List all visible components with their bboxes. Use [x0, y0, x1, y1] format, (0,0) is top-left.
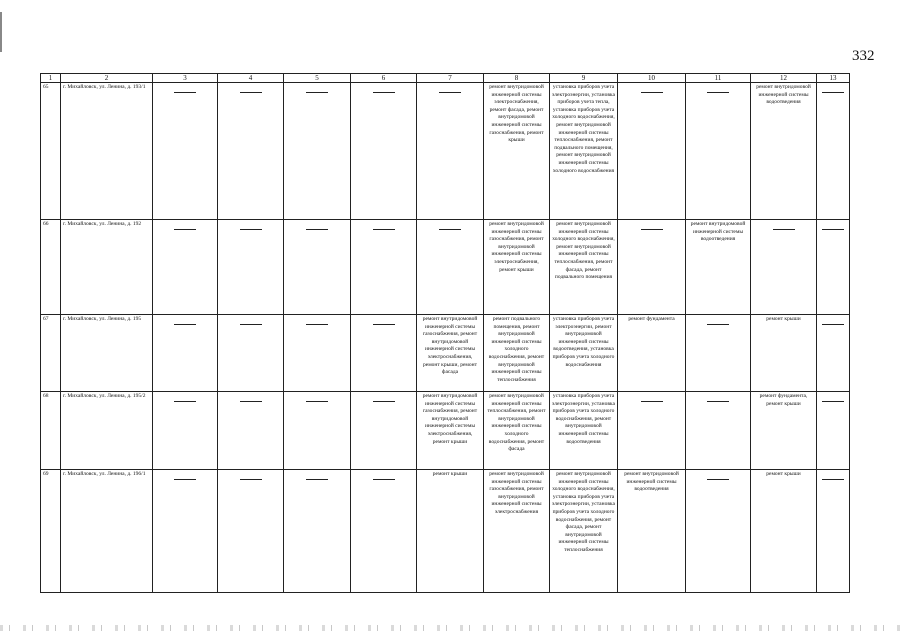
table-row: [41, 83, 850, 220]
empty-cell: [817, 220, 850, 315]
dash-mark: [822, 479, 844, 480]
row-address: [61, 392, 153, 470]
table-row: [41, 220, 850, 315]
empty-cell: [686, 470, 751, 593]
work-cell: [417, 315, 484, 392]
work-cell: [618, 470, 686, 593]
column-header: 7: [417, 74, 484, 83]
work-cell: [550, 470, 618, 593]
empty-cell: [153, 220, 218, 315]
row-number: 66: [41, 220, 61, 315]
dash-mark: [373, 229, 395, 230]
work-cell: [550, 392, 618, 470]
column-header: 5: [284, 74, 351, 83]
column-header: 13: [817, 74, 850, 83]
dash-mark: [707, 401, 729, 402]
work-text: ремонт крыши: [766, 316, 801, 322]
column-number-row: [41, 74, 850, 83]
row-number: 65: [41, 83, 61, 220]
row-address: [61, 83, 153, 220]
scan-noise-strip: [0, 625, 905, 631]
work-text: установка приборов учета электроэнергии, установка приборов учета тепла, установка приборов учета холодного водоснабжения, ремонт внутридомовой инженерной системы теплоснабжения, ремонт подвального помещения, ремонт внутридомовой инженерной системы холодного водоснабжения: [552, 84, 615, 174]
work-cell: [417, 470, 484, 593]
empty-cell: [153, 392, 218, 470]
address-text: г. Михайловск, ул. Ленина, д. 193/1: [63, 84, 146, 90]
dash-mark: [822, 324, 844, 325]
dash-mark: [240, 324, 262, 325]
work-text: ремонт подвального помещения, ремонт внутридомовой инженерной системы холодного водоснабжения, ремонт внутридомовой инженерной системы теплоснабжения: [488, 316, 545, 383]
dash-mark: [641, 401, 663, 402]
empty-cell: [686, 83, 751, 220]
row-number: 67: [41, 315, 61, 392]
empty-cell: [351, 392, 417, 470]
table-row: [41, 470, 850, 593]
work-text: ремонт внутридомовой инженерной системы газоснабжения, ремонт внутридомовой инженерной системы электроснабжения, ремонт крыши, ремонт фасада: [422, 316, 478, 376]
dash-mark: [306, 401, 328, 402]
dash-mark: [174, 92, 196, 93]
dash-mark: [641, 92, 663, 93]
empty-cell: [153, 83, 218, 220]
work-text: установка приборов учета электроэнергии, ремонт внутридомовой инженерной системы водоотведения, установка приборов учета холодного водоснабжения: [552, 316, 615, 368]
empty-cell: [417, 220, 484, 315]
row-address: [61, 220, 153, 315]
work-text: ремонт фундамента: [628, 316, 675, 322]
empty-cell: [618, 83, 686, 220]
column-header: 9: [550, 74, 618, 83]
dash-mark: [240, 229, 262, 230]
row-address: [61, 470, 153, 593]
empty-cell: [686, 315, 751, 392]
dash-mark: [373, 479, 395, 480]
empty-cell: [817, 83, 850, 220]
dash-mark: [240, 479, 262, 480]
empty-cell: [417, 83, 484, 220]
empty-cell: [218, 83, 284, 220]
dash-mark: [439, 229, 461, 230]
work-text: ремонт фундамента, ремонт крыши: [759, 393, 808, 407]
work-cell: [751, 392, 817, 470]
dash-mark: [822, 401, 844, 402]
column-header: 4: [218, 74, 284, 83]
empty-cell: [218, 220, 284, 315]
work-text: ремонт внутридомовой инженерной системы водоотведения: [756, 84, 811, 106]
work-cell: [618, 315, 686, 392]
column-header: 8: [484, 74, 550, 83]
column-header: 1: [41, 74, 61, 83]
empty-cell: [218, 470, 284, 593]
dash-mark: [373, 324, 395, 325]
column-header: 11: [686, 74, 751, 83]
empty-cell: [618, 220, 686, 315]
work-cell: [484, 83, 550, 220]
empty-cell: [153, 470, 218, 593]
dash-mark: [240, 401, 262, 402]
work-cell: [417, 392, 484, 470]
empty-cell: [218, 315, 284, 392]
work-cell: [751, 470, 817, 593]
empty-cell: [351, 315, 417, 392]
dash-mark: [174, 324, 196, 325]
work-cell: [550, 220, 618, 315]
work-text: ремонт крыши: [766, 471, 801, 477]
work-cell: [484, 392, 550, 470]
column-header: 3: [153, 74, 218, 83]
dash-mark: [174, 401, 196, 402]
scan-edge-mark: [0, 12, 2, 52]
empty-cell: [351, 470, 417, 593]
address-text: г. Михайловск, ул. Ленина, д. 192: [63, 221, 142, 227]
empty-cell: [284, 470, 351, 593]
work-cell: [484, 470, 550, 593]
column-header: 10: [618, 74, 686, 83]
work-text: ремонт внутридомовой инженерной системы водоотведения: [690, 221, 746, 243]
work-text: ремонт внутридомовой инженерной системы электроснабжения, ремонт фасада, ремонт внутридомовой инженерной системы газоснабжения, ремонт крыши: [489, 84, 544, 144]
work-text: ремонт внутридомовой инженерной системы холодного водоснабжения, установка приборов учета электроэнергии, установка приборов учета холодного водоснабжения, ремонт фасада, ремонт внутридомовой инженерной системы теплоснабжения: [552, 471, 615, 553]
dash-mark: [773, 229, 795, 230]
empty-cell: [284, 392, 351, 470]
column-header: 6: [351, 74, 417, 83]
work-text: ремонт внутридомовой инженерной системы газоснабжения, ремонт внутридомовой инженерной системы электроснабжения, ремонт крыши: [489, 221, 544, 273]
empty-cell: [284, 83, 351, 220]
dash-mark: [306, 479, 328, 480]
empty-cell: [284, 220, 351, 315]
empty-cell: [817, 392, 850, 470]
empty-cell: [751, 220, 817, 315]
empty-cell: [218, 392, 284, 470]
empty-cell: [351, 220, 417, 315]
empty-cell: [284, 315, 351, 392]
work-cell: [751, 315, 817, 392]
dash-mark: [822, 92, 844, 93]
work-text: ремонт внутридомовой инженерной системы теплоснабжения, ремонт внутридомовой инженерной системы холодного водоснабжения, ремонт фасада: [487, 393, 546, 453]
empty-cell: [153, 315, 218, 392]
dash-mark: [373, 92, 395, 93]
work-cell: [484, 220, 550, 315]
work-text: ремонт внутридомовой инженерной системы холодного водоснабжения, ремонт внутридомовой инженерной системы теплоснабжения, ремонт фасада, ремонт подвального помещения: [552, 221, 615, 281]
work-text: ремонт внутридомовой инженерной системы газоснабжения, ремонт внутридомовой инженерной системы электроснабжения, ремонт крыши: [422, 393, 478, 445]
empty-cell: [686, 392, 751, 470]
dash-mark: [306, 324, 328, 325]
work-cell: [484, 315, 550, 392]
dash-mark: [174, 479, 196, 480]
empty-cell: [817, 470, 850, 593]
work-cell: [550, 83, 618, 220]
address-text: г. Михайловск, ул. Ленина, д. 196/1: [63, 471, 146, 477]
dash-mark: [306, 229, 328, 230]
work-text: ремонт внутридомовой инженерной системы газоснабжения, ремонт внутридомовой инженерной системы электроснабжения: [489, 471, 544, 515]
empty-cell: [817, 315, 850, 392]
work-cell: [686, 220, 751, 315]
dash-mark: [707, 92, 729, 93]
table-row: [41, 315, 850, 392]
work-text: ремонт внутридомовой инженерной системы водоотведения: [624, 471, 679, 493]
table-row: [41, 392, 850, 470]
address-text: г. Михайловск, ул. Ленина, д. 195: [63, 316, 142, 322]
dash-mark: [707, 479, 729, 480]
dash-mark: [373, 401, 395, 402]
dash-mark: [174, 229, 196, 230]
page-number: 332: [852, 48, 875, 64]
row-number: 69: [41, 470, 61, 593]
empty-cell: [351, 83, 417, 220]
work-cell: [550, 315, 618, 392]
dash-mark: [641, 229, 663, 230]
dash-mark: [707, 324, 729, 325]
empty-cell: [618, 392, 686, 470]
column-header: 12: [751, 74, 817, 83]
row-address: [61, 315, 153, 392]
column-header: 2: [61, 74, 153, 83]
work-text: установка приборов учета электроэнергии, установка приборов учета холодного водоснабжения, ремонт внутридомовой инженерной системы водоотведения: [552, 393, 615, 445]
dash-mark: [240, 92, 262, 93]
dash-mark: [439, 92, 461, 93]
row-number: 68: [41, 392, 61, 470]
dash-mark: [306, 92, 328, 93]
dash-mark: [822, 229, 844, 230]
repair-plan-table: [40, 73, 850, 593]
address-text: г. Михайловск, ул. Ленина, д. 195/2: [63, 393, 146, 399]
work-text: ремонт крыши: [432, 471, 468, 477]
work-cell: [751, 83, 817, 220]
